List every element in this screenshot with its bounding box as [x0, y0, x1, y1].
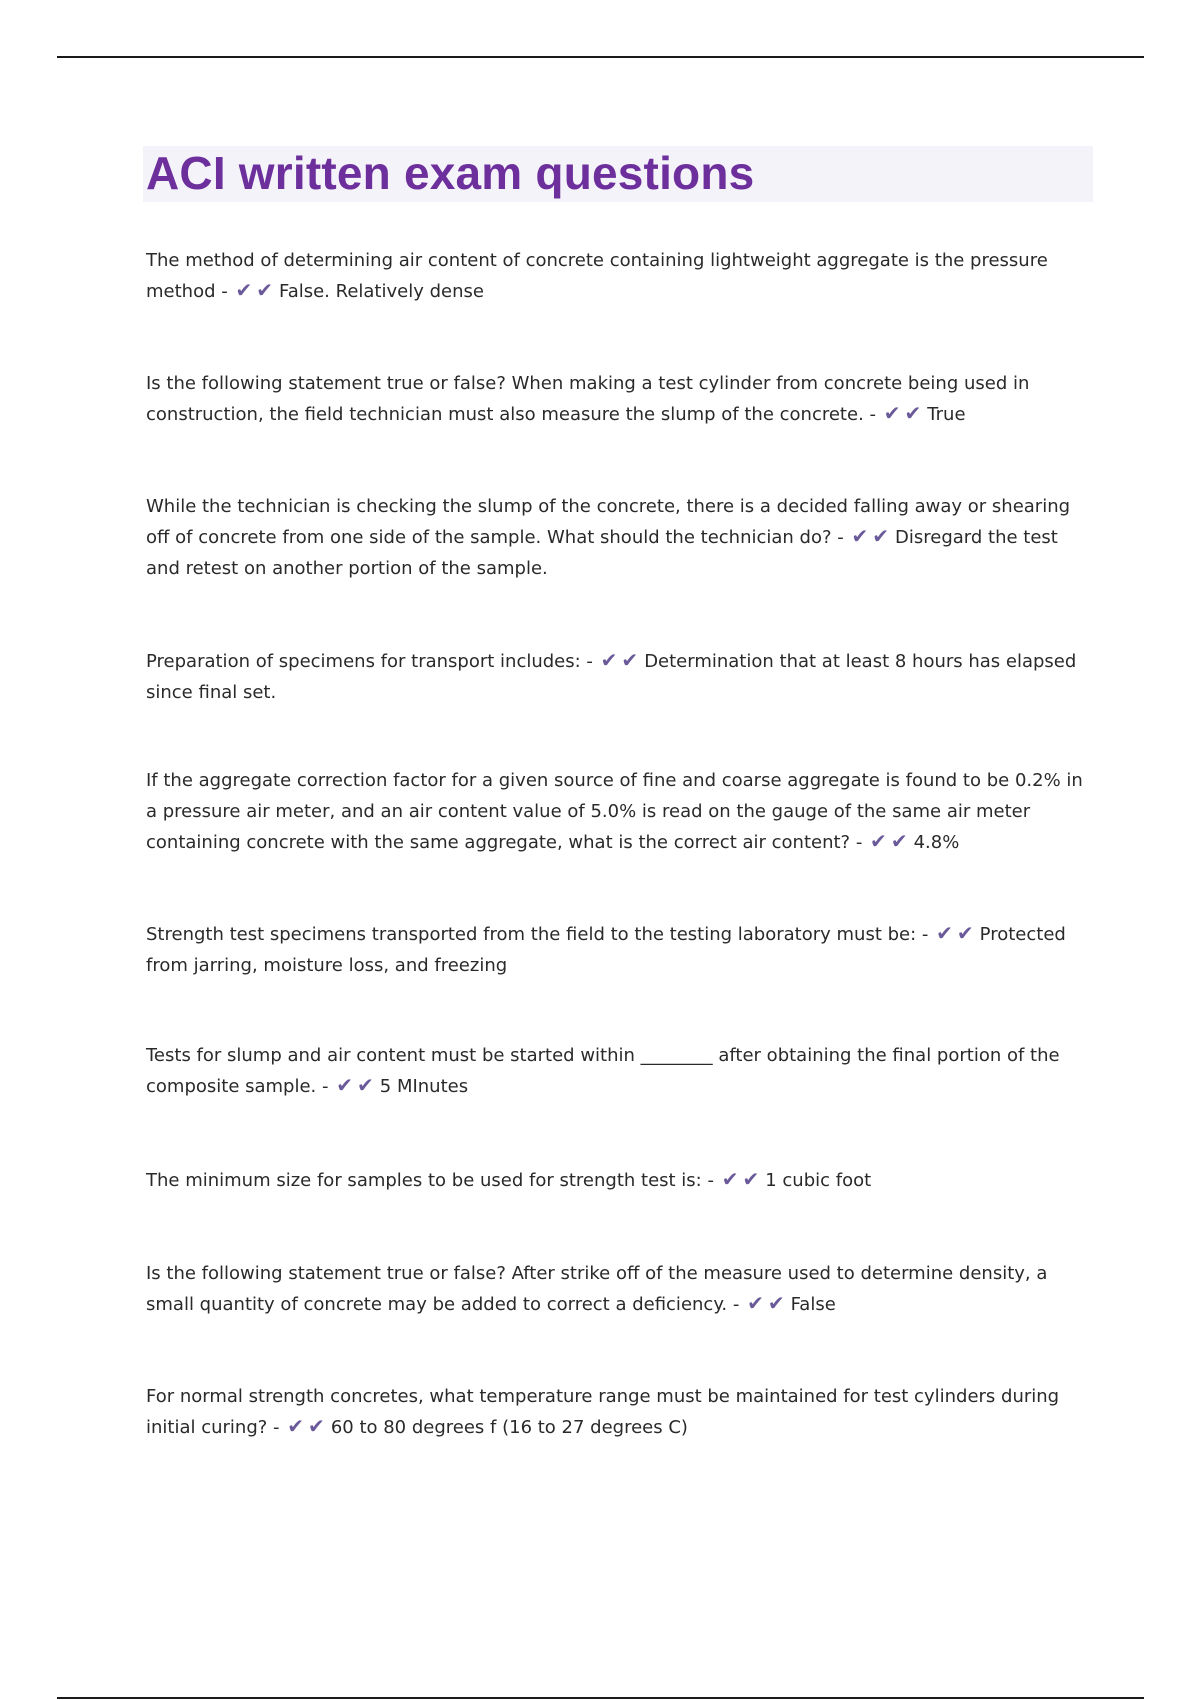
check-icon: ✔: [621, 648, 639, 672]
qa-item-4: [146, 646, 1096, 708]
double-check-icon: [285, 1414, 327, 1438]
check-icon: ✔: [904, 401, 922, 425]
question-text: While the technician is checking the slump of the concrete, there is a decided falling away or shearing off of concrete from one side of the sample. What should the technician do?: [146, 496, 1071, 548]
double-check-icon: [334, 1073, 376, 1097]
qa-item-3: [146, 491, 1096, 584]
separator: -: [316, 1076, 335, 1097]
check-icon: ✔: [600, 648, 618, 672]
check-icon: ✔: [936, 921, 953, 945]
double-check-icon: [233, 278, 275, 302]
qa-item-10: [146, 1381, 1096, 1443]
check-icon: ✔: [956, 921, 974, 945]
separator: -: [267, 1417, 286, 1438]
double-check-icon: [599, 648, 641, 672]
check-icon: ✔: [336, 1073, 353, 1097]
question-text: The minimum size for samples to be used for strength test is:: [146, 1170, 702, 1191]
answer-text: False: [790, 1294, 836, 1315]
answer-text: False. Relatively dense: [279, 281, 484, 302]
double-check-icon: [745, 1291, 787, 1315]
separator: -: [863, 404, 882, 425]
double-check-icon: [720, 1167, 762, 1191]
qa-item-1: [146, 245, 1096, 307]
double-check-icon: [934, 921, 976, 945]
question-text: Is the following statement true or false? After strike off of the measure used to determine density, a small quantity of concrete may be added to correct a deficiency.: [146, 1263, 1048, 1315]
double-check-icon: [868, 829, 910, 853]
separator: -: [215, 281, 234, 302]
separator: -: [916, 924, 935, 945]
document-title: ACI written exam questions: [146, 147, 755, 199]
question-text: Is the following statement true or false? When making a test cylinder from concrete being used in construction, the field technician must also measure the slump of the concrete.: [146, 373, 1030, 425]
answer-text: 60 to 80 degrees f (16 to 27 degrees C): [330, 1417, 688, 1438]
qa-item-7: [146, 1040, 1096, 1102]
double-check-icon: [882, 401, 924, 425]
qa-item-5: [146, 765, 1096, 858]
qa-item-8: [146, 1165, 1096, 1196]
answer-text: True: [927, 404, 966, 425]
check-icon: ✔: [308, 1414, 325, 1438]
separator: -: [727, 1294, 746, 1315]
double-check-icon: [849, 524, 891, 548]
check-icon: ✔: [883, 401, 901, 425]
bottom-rule: [57, 1697, 1144, 1699]
qa-item-2: [146, 368, 1096, 430]
check-icon: ✔: [721, 1167, 739, 1191]
question-text: Tests for slump and air content must be started within ________ after obtaining the final portion of the composite sample.: [146, 1045, 1060, 1097]
check-icon: ✔: [890, 829, 908, 853]
separator: -: [580, 651, 599, 672]
top-rule: [57, 56, 1144, 58]
check-icon: ✔: [872, 524, 890, 548]
check-icon: ✔: [235, 278, 253, 302]
question-text: For normal strength concretes, what temperature range must be maintained for test cylinders during initial curing?: [146, 1386, 1060, 1438]
separator: -: [850, 832, 869, 853]
check-icon: ✔: [747, 1291, 764, 1315]
question-text: The method of determining air content of concrete containing lightweight aggregate is the pressure method: [146, 250, 1048, 302]
check-icon: ✔: [287, 1414, 305, 1438]
answer-text: Protected from jarring, moisture loss, and freezing: [146, 924, 1066, 976]
answer-text: Determination that at least 8 hours has elapsed since final set.: [146, 651, 1077, 703]
check-icon: ✔: [851, 524, 869, 548]
qa-item-9: [146, 1258, 1096, 1320]
check-icon: ✔: [870, 829, 887, 853]
check-icon: ✔: [256, 278, 273, 302]
answer-text: 4.8%: [913, 832, 960, 853]
separator: -: [701, 1170, 720, 1191]
question-text: Strength test specimens transported from the field to the testing laboratory must be:: [146, 924, 917, 945]
question-text: If the aggregate correction factor for a given source of fine and coarse aggregate is found to be 0.2% in a pressure air meter, and an air content value of 5.0% is read on the gauge of the same air meter containing concrete with the same aggregate, what is the correct air content?: [146, 770, 1083, 853]
question-text: Preparation of specimens for transport includes:: [146, 651, 581, 672]
qa-item-6: [146, 919, 1096, 981]
answer-text: 1 cubic foot: [765, 1170, 872, 1191]
answer-text: Disregard the test and retest on another portion of the sample.: [146, 527, 1058, 579]
check-icon: ✔: [742, 1167, 760, 1191]
check-icon: ✔: [767, 1291, 785, 1315]
answer-text: 5 MInutes: [379, 1076, 469, 1097]
check-icon: ✔: [357, 1073, 374, 1097]
separator: -: [831, 527, 850, 548]
